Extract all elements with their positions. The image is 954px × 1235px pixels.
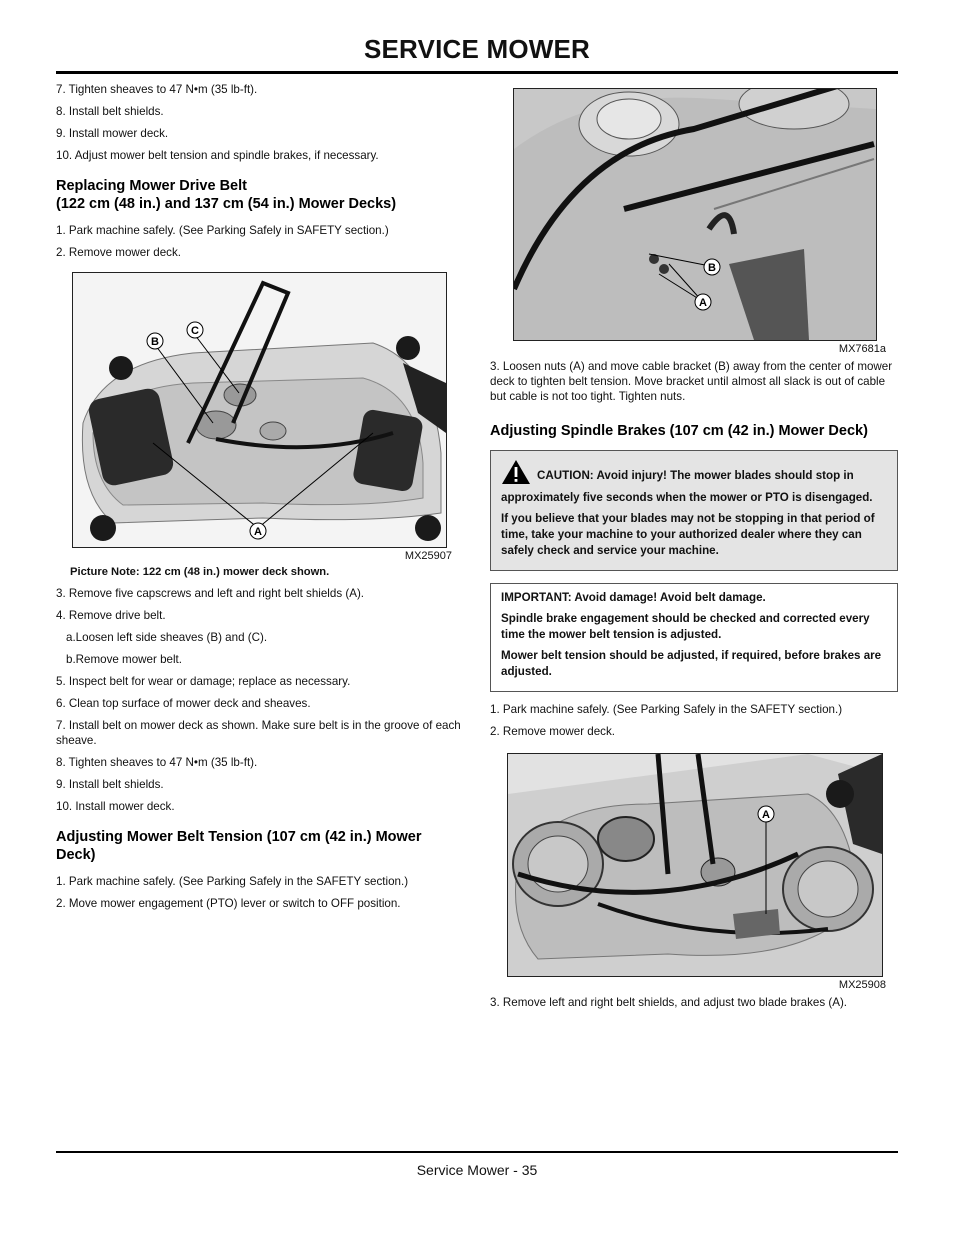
heading-line: Replacing Mower Drive Belt (56, 178, 247, 194)
page-title: SERVICE MOWER (363, 34, 591, 64)
step-text: 6. Clean top surface of mower deck and sheaves. (56, 697, 311, 710)
callout-label: B (151, 336, 159, 348)
caution-box (490, 450, 898, 571)
left-column (56, 82, 462, 918)
figure-cable-bracket (513, 88, 877, 341)
step-text: 3. Loosen nuts (A) and move cable bracket (B) away from the center of mower deck to tighten belt tension. Move bracket until almost all slack is out of cable but cable is not too tight. Tighten nuts. (490, 360, 893, 403)
right-column (490, 88, 898, 1017)
callout-label: A (762, 809, 770, 821)
step-text: 9. Install mower deck. (56, 127, 169, 140)
callout-label: A (254, 526, 262, 538)
step-text: 10. Install mower deck. (56, 800, 175, 813)
step-text: 8. Install belt shields. (56, 105, 164, 118)
callout-label: A (699, 297, 707, 309)
section-heading-drive-belt (56, 177, 462, 213)
substep-text: a.Loosen left side sheaves (B) and (C). (66, 631, 268, 644)
important-text: IMPORTANT: Avoid damage! Avoid belt damage. (501, 591, 766, 604)
important-text: Mower belt tension should be adjusted, if required, before brakes are adjusted. (501, 649, 882, 678)
substep-text: b.Remove mower belt. (66, 653, 182, 666)
important-text: Spindle brake engagement should be checked and corrected every time the mower belt tension is adjusted. (501, 612, 870, 641)
caution-text: If you believe that your blades may not be stopping in that period of time, take your machine to your authorized dealer where they can safely check and service your machine. (501, 512, 875, 557)
caution-text (501, 459, 887, 506)
figure-code: MX7681a (838, 343, 886, 355)
step-text: 2. Remove mower deck. (490, 725, 616, 738)
figure-code: MX25907 (404, 550, 452, 562)
important-box (490, 583, 898, 692)
picture-note: Picture Note: 122 cm (48 in.) mower deck shown. (70, 566, 330, 578)
step-text: 1. Park machine safely. (See Parking Safely in the SAFETY section.) (490, 703, 843, 716)
callout-label: C (191, 325, 199, 337)
figure-spindle-brakes (507, 753, 883, 977)
step-text: 10. Adjust mower belt tension and spindle brakes, if necessary. (56, 149, 379, 162)
step-text: 1. Park machine safely. (See Parking Safely in SAFETY section.) (56, 224, 389, 237)
step-text: 1. Park machine safely. (See Parking Safely in the SAFETY section.) (56, 875, 409, 888)
spindle-illustration (508, 754, 882, 976)
step-text: 3. Remove five capscrews and left and right belt shields (A). (56, 587, 365, 600)
step-text: 4. Remove drive belt. (56, 609, 166, 622)
bracket-illustration (514, 89, 876, 340)
footer-divider (56, 1151, 898, 1153)
step-text: 5. Inspect belt for wear or damage; replace as necessary. (56, 675, 351, 688)
step-text: 9. Install belt shields. (56, 778, 164, 791)
step-text: 2. Move mower engagement (PTO) lever or switch to OFF position. (56, 897, 401, 910)
step-text: 7. Tighten sheaves to 47 N•m (35 lb-ft). (56, 83, 258, 96)
callout-label: B (708, 262, 716, 274)
step-text: 3. Remove left and right belt shields, and adjust two blade brakes (A). (490, 996, 848, 1009)
figure-mower-deck-48 (72, 272, 447, 548)
step-text: 2. Remove mower deck. (56, 246, 182, 259)
deck-illustration (73, 273, 446, 547)
warning-triangle-icon (501, 459, 531, 490)
caution-line: CAUTION: Avoid injury! The mower blades should stop in approximately five seconds when the mower or PTO is disengaged. (501, 469, 873, 504)
heading-line: (122 cm (48 in.) and 137 cm (54 in.) Mower Decks) (56, 196, 397, 212)
step-text: 8. Tighten sheaves to 47 N•m (35 lb-ft). (56, 756, 258, 769)
section-heading-belt-tension: Adjusting Mower Belt Tension (107 cm (42 in.) Mower Deck) (56, 829, 422, 863)
section-heading-spindle-brakes: Adjusting Spindle Brakes (107 cm (42 in.) Mower Deck) (490, 423, 868, 439)
page-footer: Service Mower - 35 (416, 1162, 538, 1178)
figure-code: MX25908 (838, 979, 886, 991)
title-divider (56, 71, 898, 74)
step-text: 7. Install belt on mower deck as shown. Make sure belt is in the groove of each sheave. (56, 719, 461, 747)
